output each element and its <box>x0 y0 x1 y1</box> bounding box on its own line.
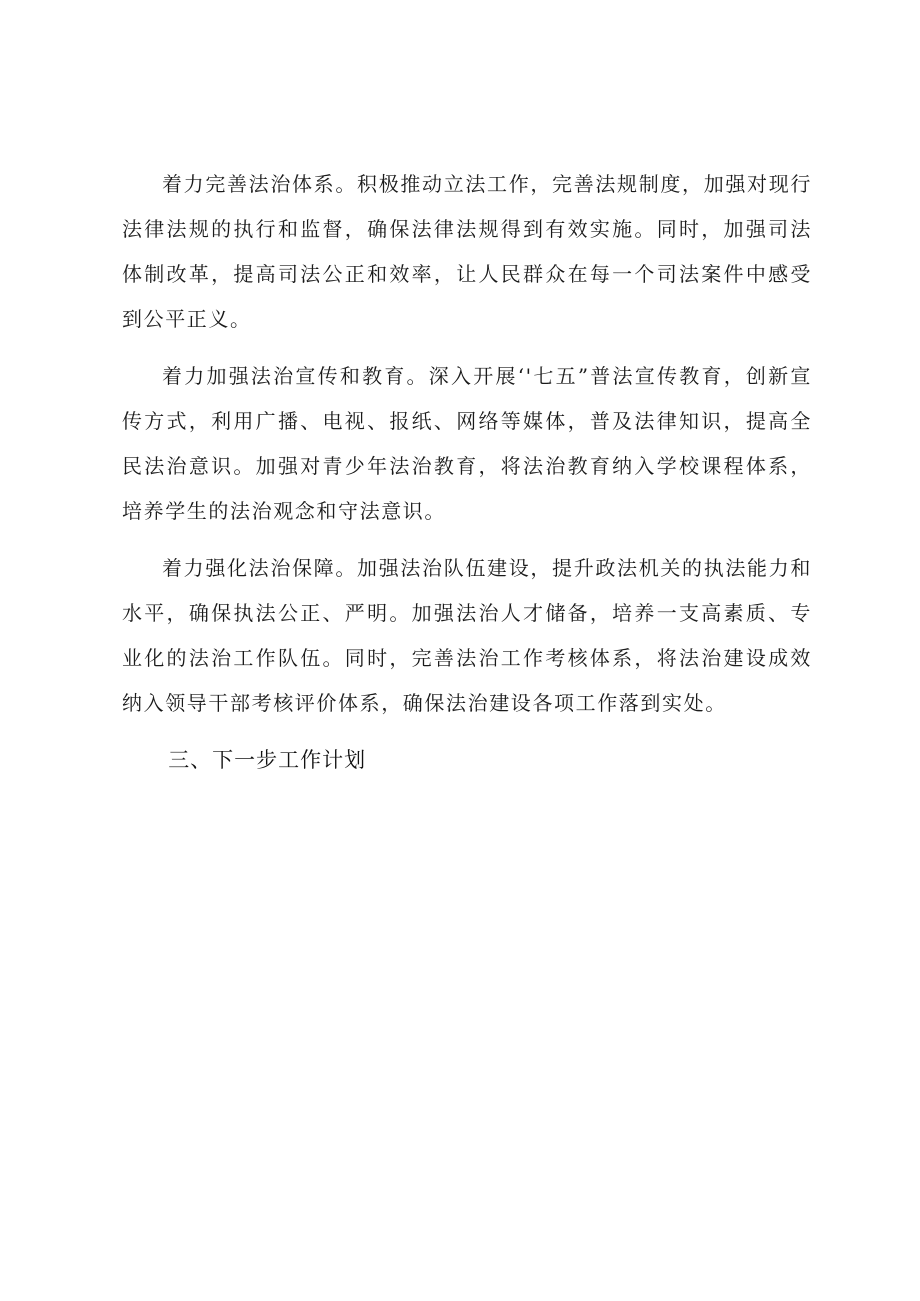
paragraph-legal-system: 着力完善法治体系。积极推动立法工作，完善法规制度，加强对现行法律法规的执行和监督，确保法律法规得到有效实施。同时，加强司法体制改革，提高司法公正和效率，让人民群众在每一个司法案件中感受到公平正义。 <box>122 172 812 331</box>
section-heading-next-steps: 三、下一步工作计划 <box>168 748 367 772</box>
document-body <box>122 162 812 783</box>
paragraph-legal-education: 着力加强法治宣传和教育。深入开展‘'七五”普法宣传教育，创新宣传方式，利用广播、电视、报纸、网络等媒体，普及法律知识，提高全民法治意识。加强对青少年法治教育，将法治教育纳入学校课程体系，培养学生的法治观念和守法意识。 <box>122 364 812 523</box>
paragraph-legal-guarantee: 着力强化法治保障。加强法治队伍建设，提升政法机关的执法能力和水平，确保执法公正、严明。加强法治人才储备，培养一支高素质、专业化的法治工作队伍。同时，完善法治工作考核体系，将法治建设成效纳入领导干部考核评价体系，确保法治建设各项工作落到实处。 <box>122 556 812 715</box>
